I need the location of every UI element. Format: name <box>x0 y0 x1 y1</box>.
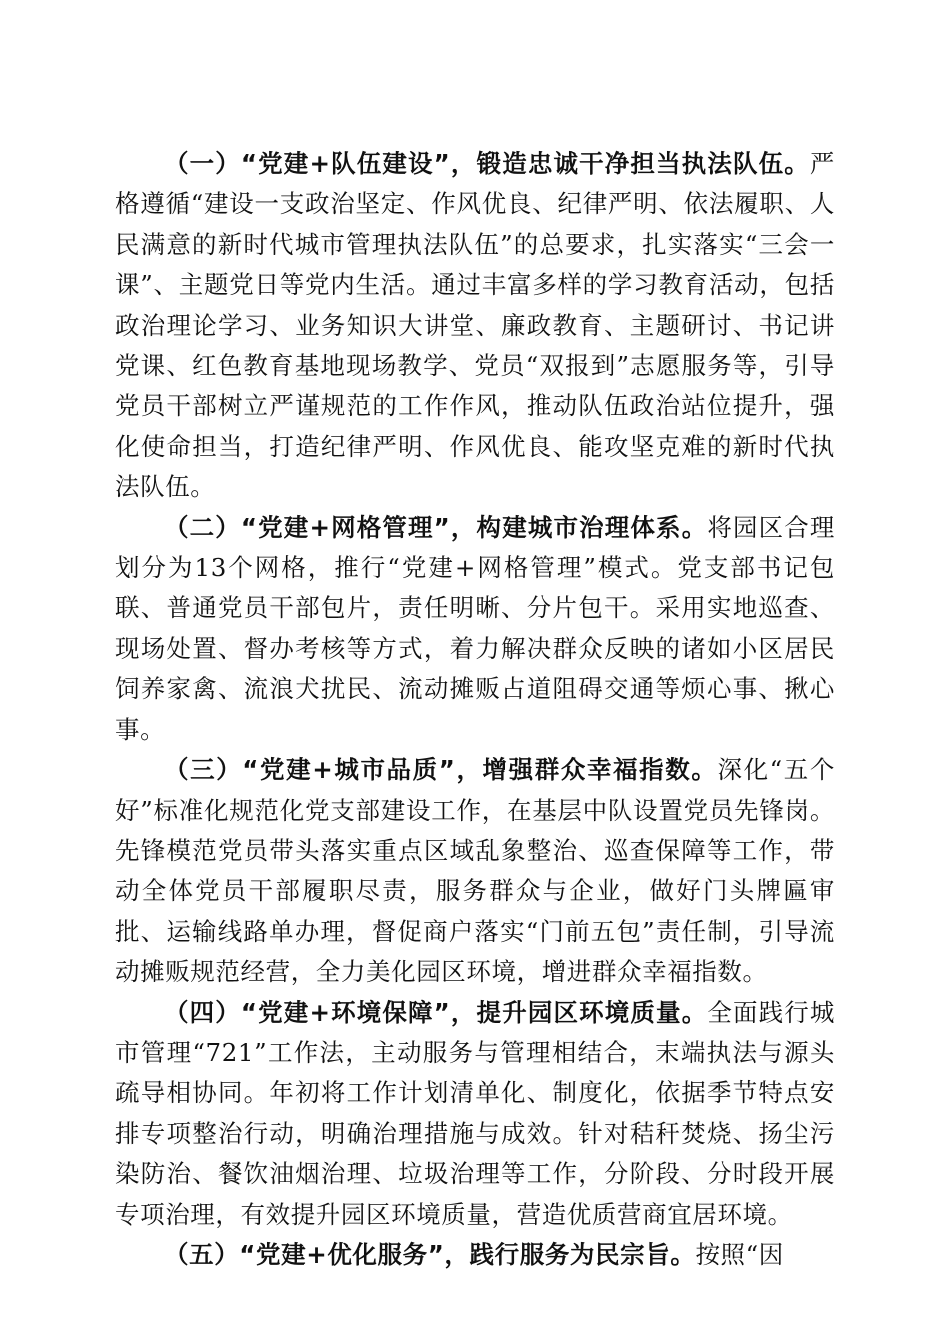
document-body <box>115 144 835 1275</box>
paragraph-grid-management <box>115 508 835 750</box>
section-body-4: 全面践行城市管理“721”工作法，主动服务与管理相结合，末端执法与源头疏导相协同。年初将工作计划清单化、制度化，依据季节特点安排专项整治行动，明确治理措施与成效。针对秸秆焚烧、扬尘污染防治、餐饮油烟治理、垃圾治理等工作，分阶段、分时段开展专项治理，有效提升园区环境质量，营造优质营商宜居环境。 <box>115 997 836 1229</box>
section-heading-5: （五）“党建+优化服务”，践行服务为民宗旨。 <box>164 1239 696 1269</box>
section-heading-2: （二）“党建+网格管理”，构建城市治理体系。 <box>164 512 708 542</box>
section-heading-4: （四）“党建+环境保障”，提升园区环境质量。 <box>164 997 708 1027</box>
paragraph-team-building <box>115 144 835 508</box>
paragraph-city-quality <box>115 750 835 992</box>
section-heading-1: （一）“党建+队伍建设”，锻造忠诚干净担当执法队伍。 <box>164 149 810 178</box>
paragraph-environment <box>115 993 835 1235</box>
section-heading-3: （三）“党建+城市品质”，增强群众幸福指数。 <box>164 755 718 785</box>
section-body-1: 严格遵循“建设一支政治坚定、作风优良、纪律严明、依法履职、人民满意的新时代城市管理执法队伍”的总要求，扎实落实“三会一课”、主题党日等党内生活。通过丰富多样的学习教育活动，包括政治理论学习、业务知识大讲堂、廉政教育、主题研讨、书记讲党课、红色教育基地现场教学、党员“双报到”志愿服务等，引导党员干部树立严谨规范的工作作风，推动队伍政治站位提升，强化使命担当，打造纪律严明、作风优良、能攻坚克难的新时代执法队伍。 <box>115 149 835 502</box>
section-body-3: 深化“五个好”标准化规范化党支部建设工作，在基层中队设置党员先锋岗。先锋模范党员带头落实重点区域乱象整治、巡查保障等工作，带动全体党员干部履职尽责，服务群众与企业，做好门头牌匾审批、运输线路单办理，督促商户落实“门前五包”责任制，引导流动摊贩规范经营，全力美化园区环境，增进群众幸福指数。 <box>115 755 835 987</box>
paragraph-service <box>115 1235 835 1275</box>
section-body-5: 按照“因 <box>695 1239 784 1269</box>
section-body-2: 将园区合理划分为13个网格，推行“党建+网格管理”模式。党支部书记包联、普通党员干部包片，责任明晰、分片包干。采用实地巡查、现场处置、督办考核等方式，着力解决群众反映的诸如小区居民饲养家禽、流浪犬扰民、流动摊贩占道阻碍交通等烦心事、揪心事。 <box>115 512 836 744</box>
